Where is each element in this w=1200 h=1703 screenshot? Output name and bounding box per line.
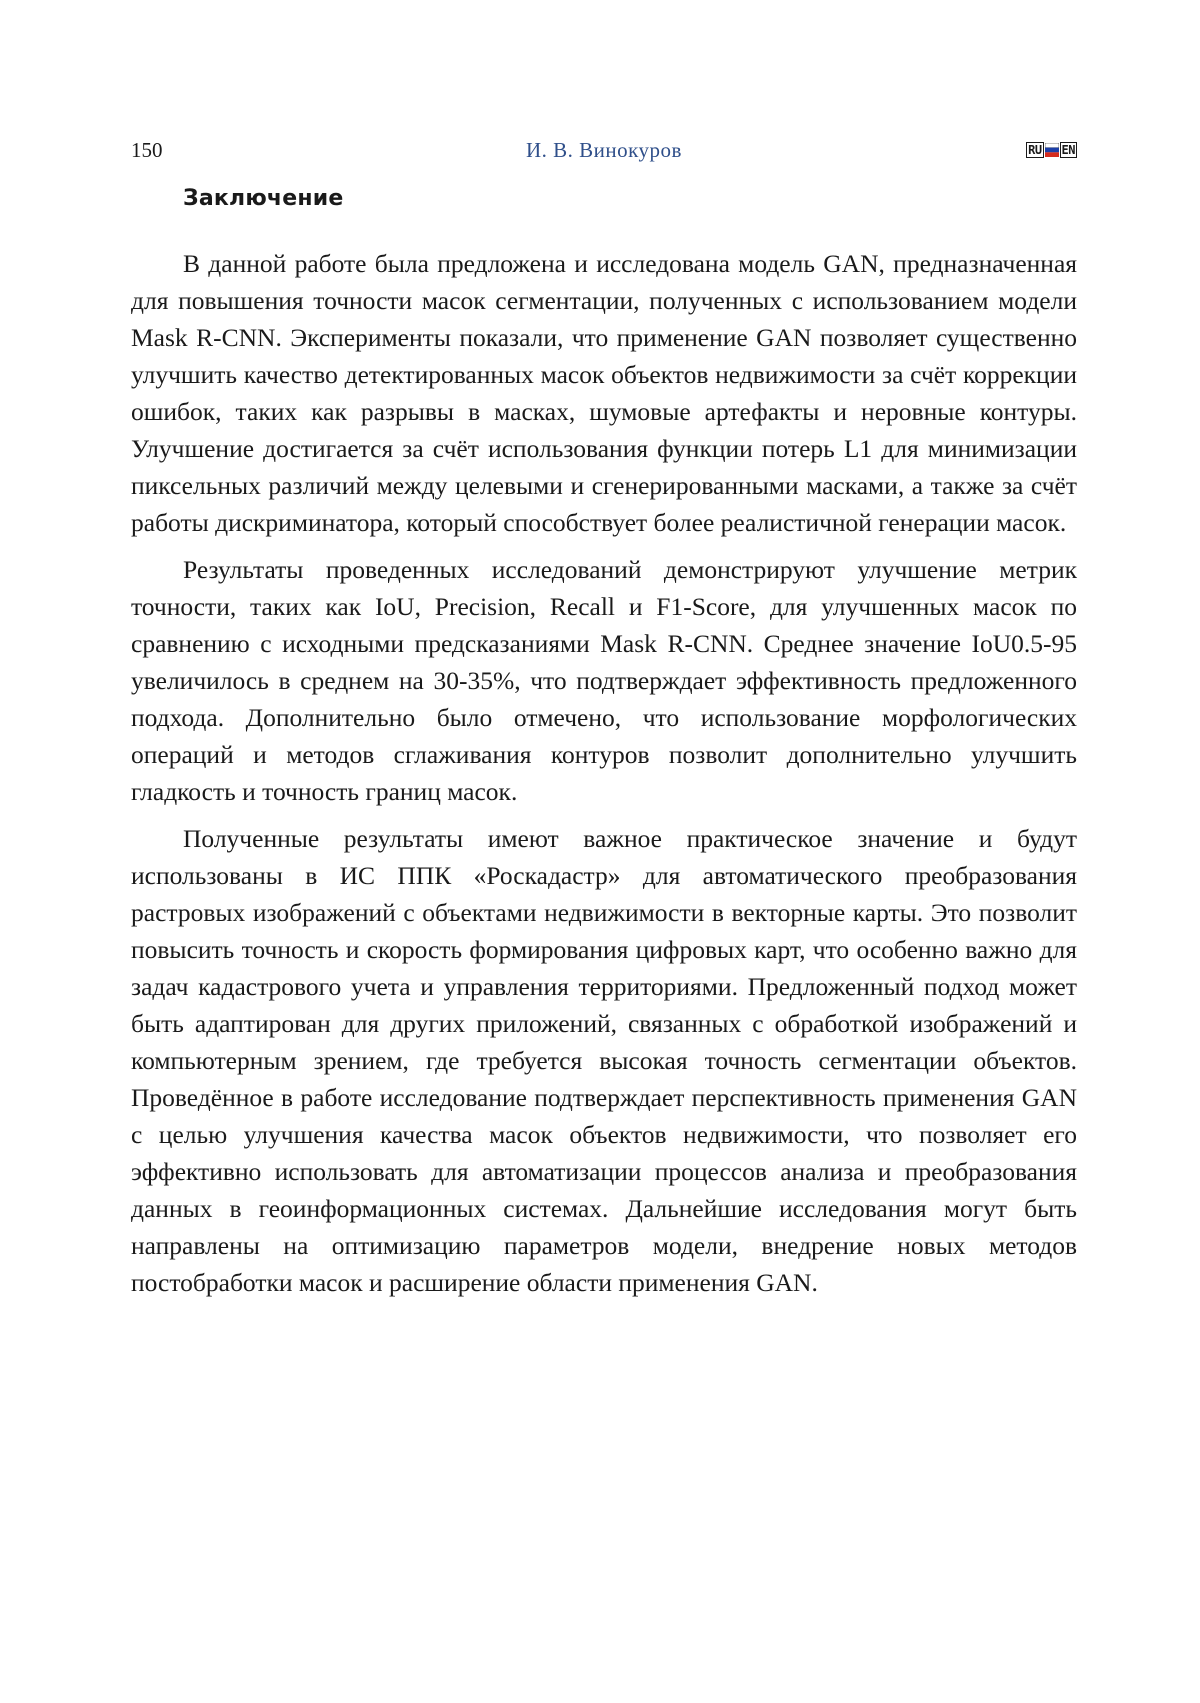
running-head <box>131 130 1077 164</box>
page <box>131 130 1077 1301</box>
lang-ru-button[interactable]: RU <box>1028 143 1042 157</box>
lang-en-button[interactable]: EN <box>1061 143 1075 157</box>
paragraph: Результаты проведенных исследований демонстрируют улучшение метрик точности, таких как IoU, Precision, Recall и F1-Score, для улучшенных масок по сравнению с исходными предсказаниями Mask R-CNN. Среднее значение IoU0.5-95 увеличилось в среднем на 30-35%, что подтверждает эффективность предложенного подхода. Дополнительно было отмечено, что использование морфологических операций и методов сглаживания контуров позволит дополнительно улучшить гладкость и точность границ масок. <box>131 555 1077 806</box>
language-switch[interactable] <box>1026 142 1077 158</box>
paragraph: Полученные результаты имеют важное практическое значение и будут использованы в ИС ППК «Роскадастр» для автоматического преобразования растровых изображений с объектами недвижимости в векторные карты. Это позволит повысить точность и скорость формирования цифровых карт, что особенно важно для задач кадастрового учета и управления территориями. Предложенный подход может быть адаптирован для других приложений, связанных с обработкой изображений и компьютерным зрением, где требуется высокая точность сегментации объектов. Проведённое в работе исследование подтверждает перспективность применения GAN с целью улучшения качества масок объектов недвижимости, что позволяет его эффективно использовать для автоматизации процессов анализа и преобразования данных в геоинформационных системах. Дальнейшие исследования могут быть направлены на оптимизацию параметров модели, внедрение новых методов постобработки масок и расширение области применения GAN. <box>131 824 1077 1297</box>
russian-flag-icon <box>1045 143 1059 157</box>
running-head-author: И. В. Винокуров <box>526 138 682 162</box>
paragraph: В данной работе была предложена и исследована модель GAN, предназначенная для повышения точности масок сегментации, полученных с использованием модели Mask R-CNN. Эксперименты показали, что применение GAN позволяет существенно улучшить качество детектированных масок объектов недвижимости за счёт коррекции ошибок, таких как разрывы в масках, шумовые артефакты и неровные контуры. Улучшение достигается за счёт использования функции потерь L1 для минимизации пиксельных различий между целевыми и сгенерированными масками, а также за счёт работы дискриминатора, который способствует более реалистичной генерации масок. <box>131 249 1077 537</box>
page-number: 150 <box>131 138 163 162</box>
section-title: Заключение <box>183 186 344 211</box>
